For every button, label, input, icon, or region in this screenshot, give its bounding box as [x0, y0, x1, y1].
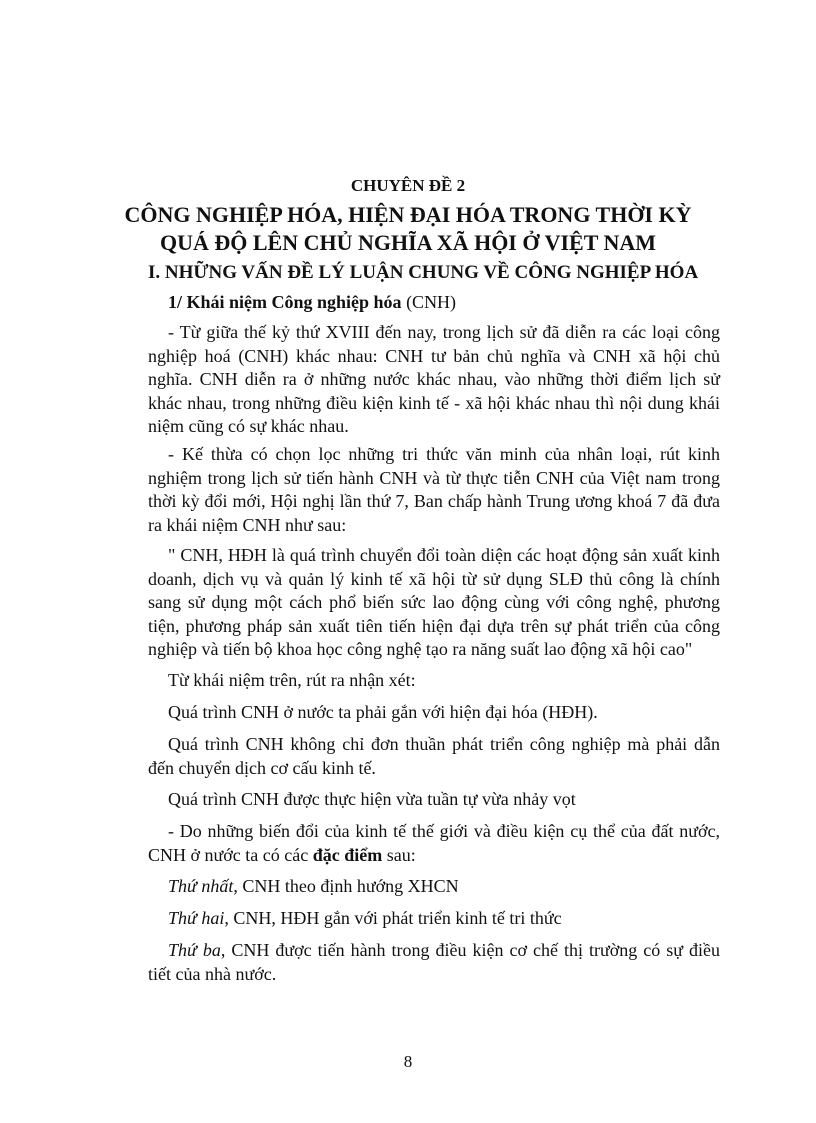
feature-3-text: , CNH được tiến hành trong điều kiện cơ chế thị trường có sự điều tiết của nhà nước. — [148, 940, 720, 984]
document-title-line-1: CÔNG NGHIỆP HÓA, HIỆN ĐẠI HÓA TRONG THỜI KỲ — [124, 202, 692, 227]
document-title-line-2: QUÁ ĐỘ LÊN CHỦ NGHĨA XÃ HỘI Ở VIỆT NAM — [159, 230, 657, 255]
paragraph-remarks-intro: Từ khái niệm trên, rút ra nhận xét: — [168, 670, 416, 690]
feature-2-label: Thứ hai — [168, 908, 225, 928]
characteristics-intro-end: sau: — [382, 844, 416, 865]
page-number: 8 — [403, 1052, 413, 1071]
feature-1-label: Thứ nhất — [168, 876, 234, 896]
paragraph-feature-1 — [148, 875, 720, 899]
paragraph-feature-2 — [148, 907, 720, 931]
paragraph-characteristics-intro — [148, 820, 720, 867]
paragraph-remark-3: Quá trình CNH được thực hiện vừa tuần tự vừa nhảy vọt — [168, 789, 576, 809]
paragraph-definition-quote: " CNH, HĐH là quá trình chuyển đổi toàn diện các hoạt động sản xuất kinh doanh, dịch vụ và quản lý kinh tế xã hội từ sử dụng SLĐ thủ công là chính sang sử dụng một cách phổ biến sức lao động cùng với công nghệ, phương tiện, phương pháp sản xuất tiên tiến hiện đại dựa trên sự phát triển của công nghiệp và tiến bộ khoa học công nghệ tạo ra năng suất lao động xã hội cao" — [148, 545, 720, 659]
topic-label: CHUYÊN ĐỀ 2 — [350, 176, 466, 195]
feature-1-text: , CNH theo định hướng XHCN — [233, 876, 459, 896]
subsection-heading-abbrev: (CNH) — [401, 292, 457, 312]
subsection-heading-bold: 1/ Khái niệm Công nghiệp hóa — [168, 292, 402, 312]
feature-2-text: , CNH, HĐH gắn với phát triển kinh tế tri thức — [224, 908, 562, 928]
paragraph-remark-2: Quá trình CNH không chỉ đơn thuần phát triển công nghiệp mà phải dẫn đến chuyển dịch cơ cấu kinh tế. — [148, 734, 720, 778]
paragraph-history: - Từ giữa thế kỷ thứ XVIII đến nay, trong lịch sử đã diễn ra các loại công nghiệp hoá (CNH) khác nhau: CNH tư bản chủ nghĩa và CNH xã hội chủ nghĩa. CNH diễn ra ở những nước khác nhau, vào những thời điểm lịch sử khác nhau, trong những điều kiện kinh tế - xã hội khác nhau thì nội dung khái niệm cũng có sự khác nhau. — [148, 322, 720, 436]
feature-3-label: Thứ ba — [168, 940, 221, 960]
section-heading: I. NHỮNG VẤN ĐỀ LÝ LUẬN CHUNG VỀ CÔNG NGHIỆP HÓA — [148, 262, 699, 283]
paragraph-remark-1: Quá trình CNH ở nước ta phải gắn với hiện đại hóa (HĐH). — [168, 702, 598, 722]
paragraph-feature-3 — [148, 939, 720, 986]
characteristics-intro-text: - Do những biến đổi của kinh tế thế giới và điều kiện cụ thể của đất nước, CNH ở nước ta có các — [148, 821, 720, 865]
paragraph-inheritance: - Kế thừa có chọn lọc những tri thức văn minh của nhân loại, rút kinh nghiệm trong lịch sử tiến hành CNH và từ thực tiễn CNH của Việt nam trong thời kỳ đổi mới, Hội nghị lần thứ 7, Ban chấp hành Trung ương khoá 7 đã đưa ra khái niệm CNH như sau: — [148, 444, 720, 535]
subsection-heading — [168, 292, 456, 313]
characteristics-keyword: đặc điểm — [312, 844, 383, 865]
